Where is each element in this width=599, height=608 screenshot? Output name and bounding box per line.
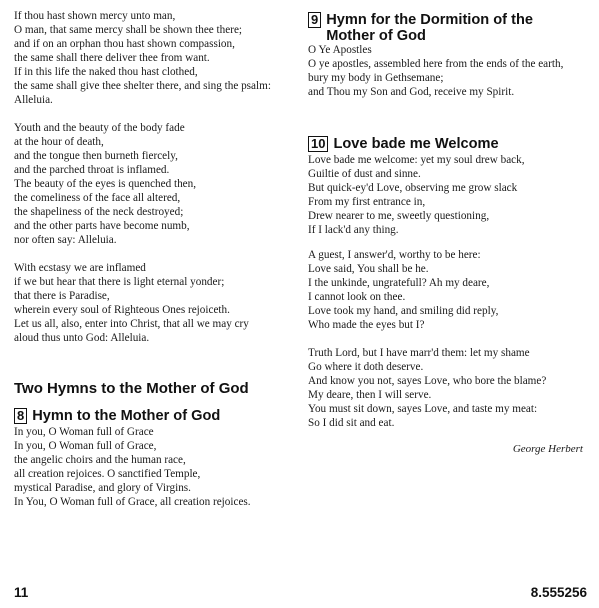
verse-line: the same shall give thee shelter there, and sing the psalm: bbox=[14, 80, 271, 92]
verse-line: Go where it doth deserve. bbox=[308, 361, 424, 373]
verse-line: and the tongue then burneth fiercely, bbox=[14, 150, 178, 162]
verse-line: In you, O Woman full of Grace, bbox=[14, 440, 157, 452]
verse-line: But quick-ey'd Love, observing me grow slack bbox=[308, 182, 518, 194]
verse-line: nor often say: Alleluia. bbox=[14, 234, 117, 246]
verse-line: aloud thus unto God: Alleluia. bbox=[14, 332, 150, 344]
verse-line: Love took my hand, and smiling did reply, bbox=[308, 305, 499, 317]
hymn-10-heading bbox=[308, 136, 499, 152]
stanza-ecstasy bbox=[14, 261, 249, 345]
verse-line: Guiltie of dust and sinne. bbox=[308, 168, 421, 180]
verse-line: bury my body in Gethsemane; bbox=[308, 72, 444, 84]
verse-line: Let us all, also, enter into Christ, that all we may cry bbox=[14, 318, 249, 330]
verse-line: I cannot look on thee. bbox=[308, 291, 406, 303]
page-number: 11 bbox=[14, 585, 29, 600]
hymn-9-title bbox=[326, 12, 533, 44]
verse-line: You must sit down, sayes Love, and taste my meat: bbox=[308, 403, 538, 415]
verse-line: and the parched throat is inflamed. bbox=[14, 164, 170, 176]
hymn-8-text bbox=[14, 425, 251, 509]
hymn-10-stanza-3 bbox=[308, 346, 546, 430]
verse-line: the angelic choirs and the human race, bbox=[14, 454, 186, 466]
hymn-9-text bbox=[308, 43, 563, 99]
catalog-number: 8.555256 bbox=[530, 585, 587, 600]
hymn-10-title: Love bade me Welcome bbox=[333, 136, 499, 152]
hymn-number-8: 8 bbox=[14, 408, 27, 424]
verse-line: If in this life the naked thou hast clothed, bbox=[14, 66, 198, 78]
verse-line: So I did sit and eat. bbox=[308, 417, 395, 429]
verse-line: With ecstasy we are inflamed bbox=[14, 262, 146, 274]
verse-line: O Ye Apostles bbox=[308, 44, 372, 56]
verse-line: Truth Lord, but I have marr'd them: let my shame bbox=[308, 347, 530, 359]
verse-line: In you, O Woman full of Grace bbox=[14, 426, 154, 438]
verse-line: Alleluia. bbox=[14, 94, 53, 106]
hymn-8-heading bbox=[14, 408, 220, 424]
verse-line: Love bade me welcome: yet my soul drew back, bbox=[308, 154, 525, 166]
hymn-9-heading bbox=[308, 12, 533, 44]
verse-line: that there is Paradise, bbox=[14, 290, 110, 302]
verse-line: A guest, I answer'd, worthy to be here: bbox=[308, 249, 481, 261]
verse-line: And know you not, sayes Love, who bore the blame? bbox=[308, 375, 547, 387]
stanza-youth bbox=[14, 121, 196, 247]
verse-line: Who made the eyes but I? bbox=[308, 319, 425, 331]
verse-line: the shapeliness of the neck destroyed; bbox=[14, 206, 184, 218]
verse-line: mystical Paradise, and glory of Virgins. bbox=[14, 482, 191, 494]
verse-line: From my first entrance in, bbox=[308, 196, 426, 208]
verse-line: Love said, You shall be he. bbox=[308, 263, 429, 275]
verse-line: Drew nearer to me, sweetly questioning, bbox=[308, 210, 490, 222]
section-title: Two Hymns to the Mother of God bbox=[14, 380, 249, 397]
verse-line: If I lack'd any thing. bbox=[308, 224, 399, 236]
verse-line: O ye apostles, assembled here from the ends of the earth, bbox=[308, 58, 564, 70]
verse-line: at the hour of death, bbox=[14, 136, 104, 148]
verse-line: The beauty of the eyes is quenched then, bbox=[14, 178, 197, 190]
verse-line: If thou hast shown mercy unto man, bbox=[14, 10, 176, 22]
verse-line: and Thou my Son and God, receive my Spirit. bbox=[308, 86, 515, 98]
hymn-9-title-line1: Hymn for the Dormition of the bbox=[326, 12, 533, 28]
verse-line: wherein every soul of Righteous Ones rejoiceth. bbox=[14, 304, 230, 316]
verse-line: if we but hear that there is light eternal yonder; bbox=[14, 276, 225, 288]
attribution: George Herbert bbox=[512, 443, 583, 455]
hymn-8-title: Hymn to the Mother of God bbox=[32, 408, 221, 424]
verse-line: In You, O Woman full of Grace, all creation rejoices. bbox=[14, 496, 251, 508]
verse-line: the comeliness of the face all altered, bbox=[14, 192, 181, 204]
verse-line: O man, that same mercy shall be shown thee there; bbox=[14, 24, 243, 36]
verse-line: Youth and the beauty of the body fade bbox=[14, 122, 185, 134]
hymn-10-stanza-1 bbox=[308, 153, 525, 237]
stanza-mercy bbox=[14, 9, 271, 107]
verse-line: I the unkinde, ungratefull? Ah my deare, bbox=[308, 277, 490, 289]
verse-line: and the other parts have become numb, bbox=[14, 220, 190, 232]
verse-line: My deare, then I will serve. bbox=[308, 389, 432, 401]
hymn-number-9: 9 bbox=[308, 12, 321, 28]
verse-line: and if on an orphan thou hast shown compassion, bbox=[14, 38, 235, 50]
hymn-number-10: 10 bbox=[308, 136, 328, 152]
verse-line: the same shall there deliver thee from want. bbox=[14, 52, 210, 64]
hymn-9-title-line2: Mother of God bbox=[326, 28, 426, 44]
verse-line: all creation rejoices. O sanctified Temple, bbox=[14, 468, 201, 480]
hymn-10-stanza-2 bbox=[308, 248, 498, 332]
